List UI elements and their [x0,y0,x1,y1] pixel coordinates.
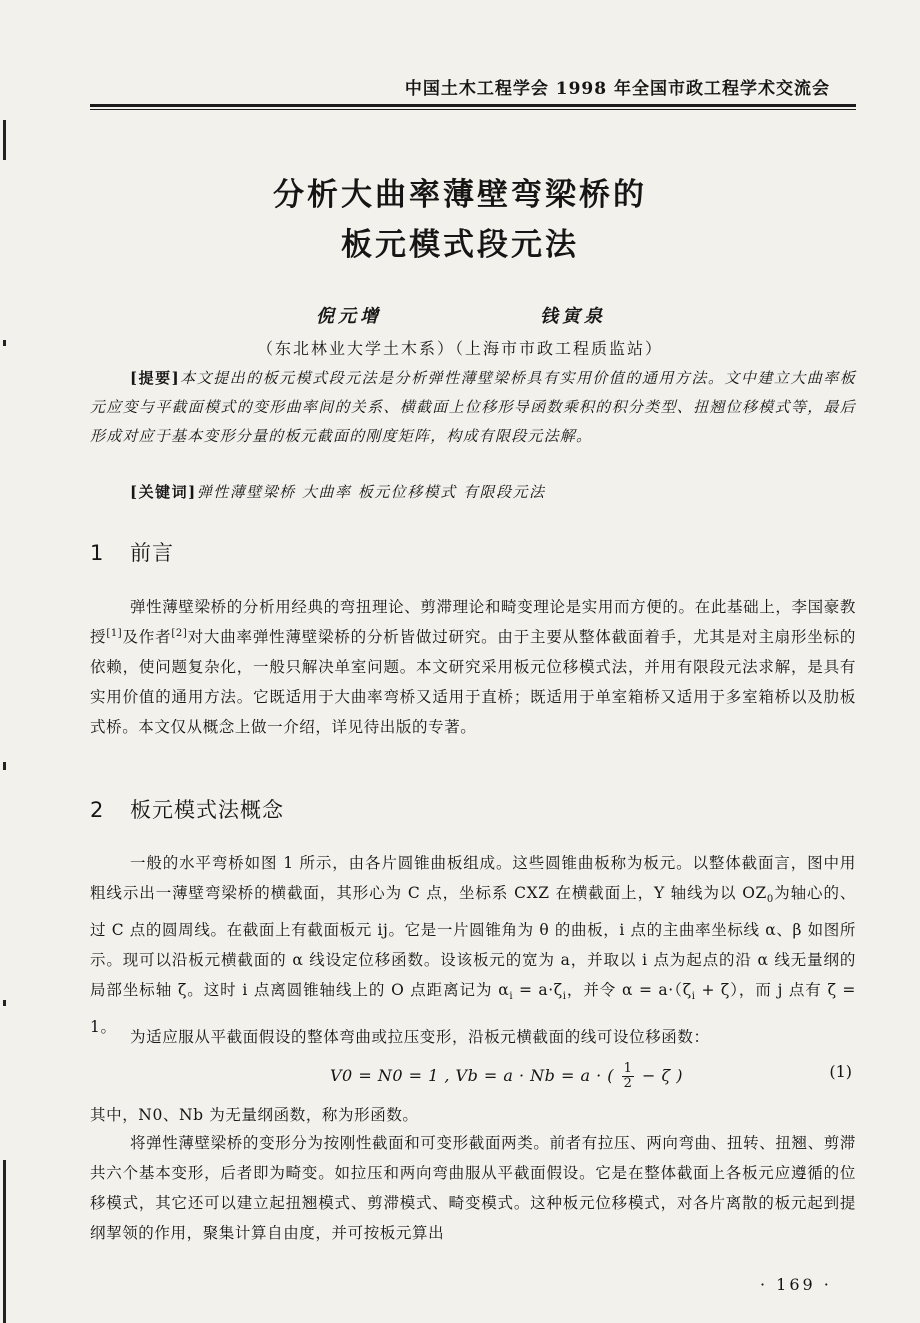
para-text: 弹性薄壁梁桥的分析用经典的弯扭理论、剪滞理论和畸变理论是实用而方便的。在此基础上，李国豪教授 [90,598,856,646]
equation-number: (1) [829,1062,852,1081]
equation-part-2: − ζ [642,1066,671,1085]
para-text: + ζ），而 j 点有 ζ = 1。 [90,981,857,1037]
section-2-number: 2 [90,798,105,822]
section-2-title: 板元模式法概念 [130,798,284,822]
equation-1 [90,1058,856,1092]
fraction-denominator: 2 [623,1076,633,1091]
para-text: ，并令 α = a·（ζ [566,981,692,1000]
fraction [622,1062,635,1091]
section-2-heading [90,794,284,824]
citation-2: [2] [171,627,188,639]
section-1-heading [90,537,174,567]
paper-title-line-1: 分析大曲率薄壁弯梁桥的 [273,177,647,213]
header-rule-thin [90,109,856,110]
abstract-text: 本文提出的板元模式段元法是分析弹性薄壁梁桥具有实用价值的通用方法。文中建立大曲率板元应变与平截面模式的变形曲率间的关系、横截面上位移形导函数乘积的积分类型、扭翘位移模式等，最后形成对应于基本变形分量的板元截面的刚度矩阵，构成有限段元法解。 [90,369,856,445]
abstract-label: [提要] [130,369,180,387]
keywords-label: [关键词] [130,483,197,501]
para-text: 一般的水平弯桥如图 1 所示，由各片圆锥曲板组成。这些圆锥曲板称为板元。以整体截面言，图中用粗线示出一薄壁弯梁桥的横截面，其形心为 C 点，坐标系 CXZ 在横截面上，Y 轴线为以 OZ [90,854,856,902]
keywords [130,481,546,502]
para-text: 为轴心的、过 C 点的圆周线。在截面上有截面板元 ij。它是一片圆锥角为 θ 的曲板，i 点的主曲率坐标线 α、β 如图所示。现可以沿板元横截面的 α 线设定位移函数。设该板元的宽为 a，并取以 i 点为起点的沿 α 线无量纲的局部坐标轴 ζ。这时 i 点离圆锥轴线上的 O 点距离记为 α [90,884,856,1000]
page-number: · 169 · [760,1275,832,1294]
section-1-title: 前言 [130,541,174,565]
section-2-paragraph-1: 一般的水平弯桥如图 1 所示，由各片圆锥曲板组成。这些圆锥曲板称为板元。以整体截面言，图中用粗线示出一薄壁弯梁桥的横截面，其形心为 C 点，坐标系 CXZ 在横截面上，Y 轴线为以 $OZ_0$为轴心的、过 C 点的圆周线。在截面上有截面板元 ij。它是一片圆锥角为 θ 的曲板，i 点的主曲率坐标线 α、β 如图所示。现可以沿板元横截面的 α 线设定位移函数。设该板元的宽为 a，并取以 i 点为起点的沿 α 线无量纲的局部坐标轴 ζ。这时 i 点离圆锥轴线上的 O 点距离记为 $\alpha_i = a\cdot\zeta_i$，并令 $\alpha = a\cdot(\zeta_i + \zeta)$，而 j 点有 ζ = 1。 [90,854,857,1037]
equation-part-1: V0 = N0 = 1 , Vb = a · Nb = a · [330,1066,602,1085]
author-2: 钱寅泉 [540,306,606,327]
section-2-paragraph-3: 其中，N0、Nb 为无量纲函数，称为形函数。 [90,1106,419,1124]
fraction-numerator: 1 [623,1061,633,1076]
para-text: 及作者 [122,628,172,646]
para-text: 对大曲率弹性薄壁梁桥的分析皆做过研究。由于主要从整体截面着手，尤其是对主扇形坐标的依赖，使问题复杂化，一般只解决单室问题。本文研究采用板元位移模式法，并用有限段元法求解，是具有实用价值的通用方法。它既适用于大曲率弯桥又适用于直桥；既适用于单室箱桥又适用于多室箱桥以及肋板式桥。本文仅从概念上做一介绍，详见待出版的专著。 [90,628,856,736]
section-2-paragraph-2: 为适应服从平截面假设的整体弯曲或拉压变形，沿板元横截面的线可设位移函数： [130,1028,710,1046]
citation-1: [1] [106,627,123,639]
equation-body: V0 = N0 = 1 , Vb = a · Nb = a · ( $\frac{1}{2}$ − ζ ) [330,1061,684,1091]
affiliations: （东北林业大学土木系）（上海市市政工程质监站） [256,339,663,358]
para-text: = a·ζ [513,981,563,1000]
section-2-paragraph-4: 将弹性薄壁梁桥的变形分为按刚性截面和可变形截面两类。前者有拉压、两向弯曲、扭转、扭翘、剪滞共六个基本变形，后者即为畸变。如拉压和两向弯曲服从平截面假设。它是在整体截面上各板元应遵循的位移模式，其它还可以建立起扭翘模式、剪滞模式、畸变模式。这种板元位移模式，对各片离散的板元起到提纲挈领的作用，聚集计算自由度，并可按板元算出 [90,1134,856,1242]
abstract [90,364,856,451]
running-header: 中国土木工程学会 1998 年全国市政工程学术交流会 [404,79,830,99]
section-1-paragraph [90,592,856,742]
author-1: 倪元增 [316,306,382,327]
header-rule [90,104,856,107]
keywords-text: 弹性薄壁梁桥 大曲率 板元位移模式 有限段元法 [196,483,546,501]
section-1-number: 1 [90,541,105,565]
paper-title-line-2: 板元模式段元法 [341,227,579,263]
